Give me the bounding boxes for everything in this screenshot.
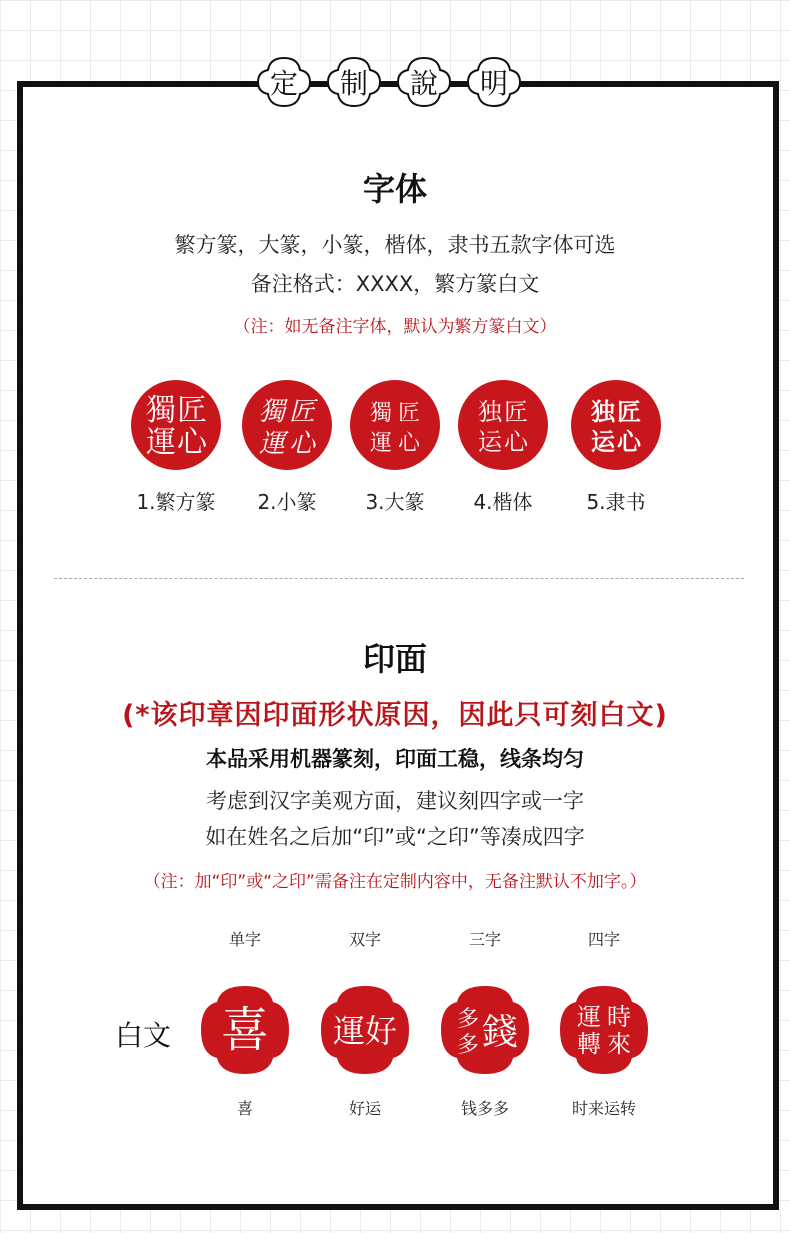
column-head: 单字 <box>228 930 261 949</box>
seal-shape-warning: (*该印章因印面形状原因，因此只可刻白文) <box>122 700 668 731</box>
font-section-title: 字体 <box>362 170 427 208</box>
seal-style-1 <box>131 380 221 470</box>
seal-glyph: 運 <box>258 429 286 459</box>
seal-caption: 时来运转 <box>571 1099 636 1118</box>
banner-char: 定 <box>269 67 298 100</box>
seal-glyph: 獨 <box>146 393 176 428</box>
banner-char: 說 <box>409 67 438 100</box>
seal-single-char <box>197 982 293 1078</box>
seal-glyph: 心 <box>504 428 528 456</box>
seal-glyph: 時 <box>607 1003 631 1031</box>
font-style-label: 3.大篆 <box>365 490 425 514</box>
seal-name-line: 如在姓名之后加“印”或“之印”等凑成四字 <box>205 825 585 849</box>
font-style-label: 4.楷体 <box>473 490 533 514</box>
seal-glyph: 心 <box>397 431 421 456</box>
seal-glyph: 运 <box>591 428 615 456</box>
seal-glyph: 独 <box>591 398 615 426</box>
seal-glyph: 來 <box>607 1030 631 1058</box>
column-head: 四字 <box>587 930 620 949</box>
seal-glyph: 匠 <box>504 398 528 426</box>
banner-char: 制 <box>339 67 368 100</box>
seal-glyph: 匠 <box>288 397 316 427</box>
seal-double-char <box>317 982 413 1078</box>
seal-glyph: 運 <box>146 425 176 460</box>
font-default-note: （注：如无备注字体，默认为繁方篆白文） <box>233 317 557 337</box>
seal-glyph: 運 <box>332 1012 366 1050</box>
row-label-baiwen: 白文 <box>115 1019 172 1052</box>
seal-glyph: 轉 <box>577 1030 601 1058</box>
column-head: 三字 <box>468 930 501 949</box>
seal-style-2 <box>242 380 332 470</box>
font-options-line: 繁方篆，大篆，小篆，楷体，隶书五款字体可选 <box>174 233 616 257</box>
seal-extra-note: （注：加“印”或“之印”需备注在定制内容中，无备注默认不加字。） <box>143 872 647 892</box>
seal-section-title: 印面 <box>362 640 427 678</box>
seal-glyph: 匠 <box>617 398 641 426</box>
seal-glyph: 喜 <box>220 1002 270 1058</box>
seal-advice-line: 考虑到汉字美观方面，建议刻四字或一字 <box>206 789 584 813</box>
seal-quad-char <box>556 982 652 1078</box>
seal-glyph: 心 <box>288 429 316 459</box>
section-divider <box>54 578 744 579</box>
seal-glyph: 多 <box>456 1007 480 1032</box>
seal-glyph: 運 <box>369 431 393 456</box>
font-format-line: 备注格式：XXXX，繁方篆白文 <box>250 272 540 296</box>
seal-glyph: 独 <box>478 398 502 426</box>
seal-style-4 <box>458 380 548 470</box>
seal-glyph: 錢 <box>481 1012 519 1053</box>
seal-glyph: 匠 <box>177 393 207 428</box>
seal-style-3 <box>350 380 440 470</box>
seal-glyph: 運 <box>577 1003 601 1031</box>
seal-caption: 钱多多 <box>460 1099 509 1118</box>
seal-glyph: 心 <box>617 428 641 456</box>
column-head: 双字 <box>348 930 381 949</box>
seal-triple-char <box>437 982 533 1078</box>
banner-char: 明 <box>479 67 508 100</box>
seal-glyph: 獨 <box>369 401 393 426</box>
font-style-label: 1.繁方篆 <box>136 490 216 514</box>
title-banner <box>256 54 536 110</box>
seal-glyph: 运 <box>478 428 502 456</box>
seal-style-5 <box>571 380 661 470</box>
seal-glyph: 匠 <box>397 401 421 426</box>
seal-caption: 好运 <box>348 1099 381 1118</box>
font-style-label: 5.隶书 <box>586 490 646 514</box>
seal-caption: 喜 <box>236 1099 253 1118</box>
seal-glyph: 心 <box>177 425 207 460</box>
seal-glyph: 多 <box>456 1033 480 1058</box>
seal-glyph: 獨 <box>258 397 286 427</box>
seal-glyph: 好 <box>364 1012 398 1050</box>
seal-process-line: 本品采用机器篆刻，印面工稳，线条均匀 <box>206 747 584 771</box>
font-style-label: 2.小篆 <box>257 490 317 514</box>
